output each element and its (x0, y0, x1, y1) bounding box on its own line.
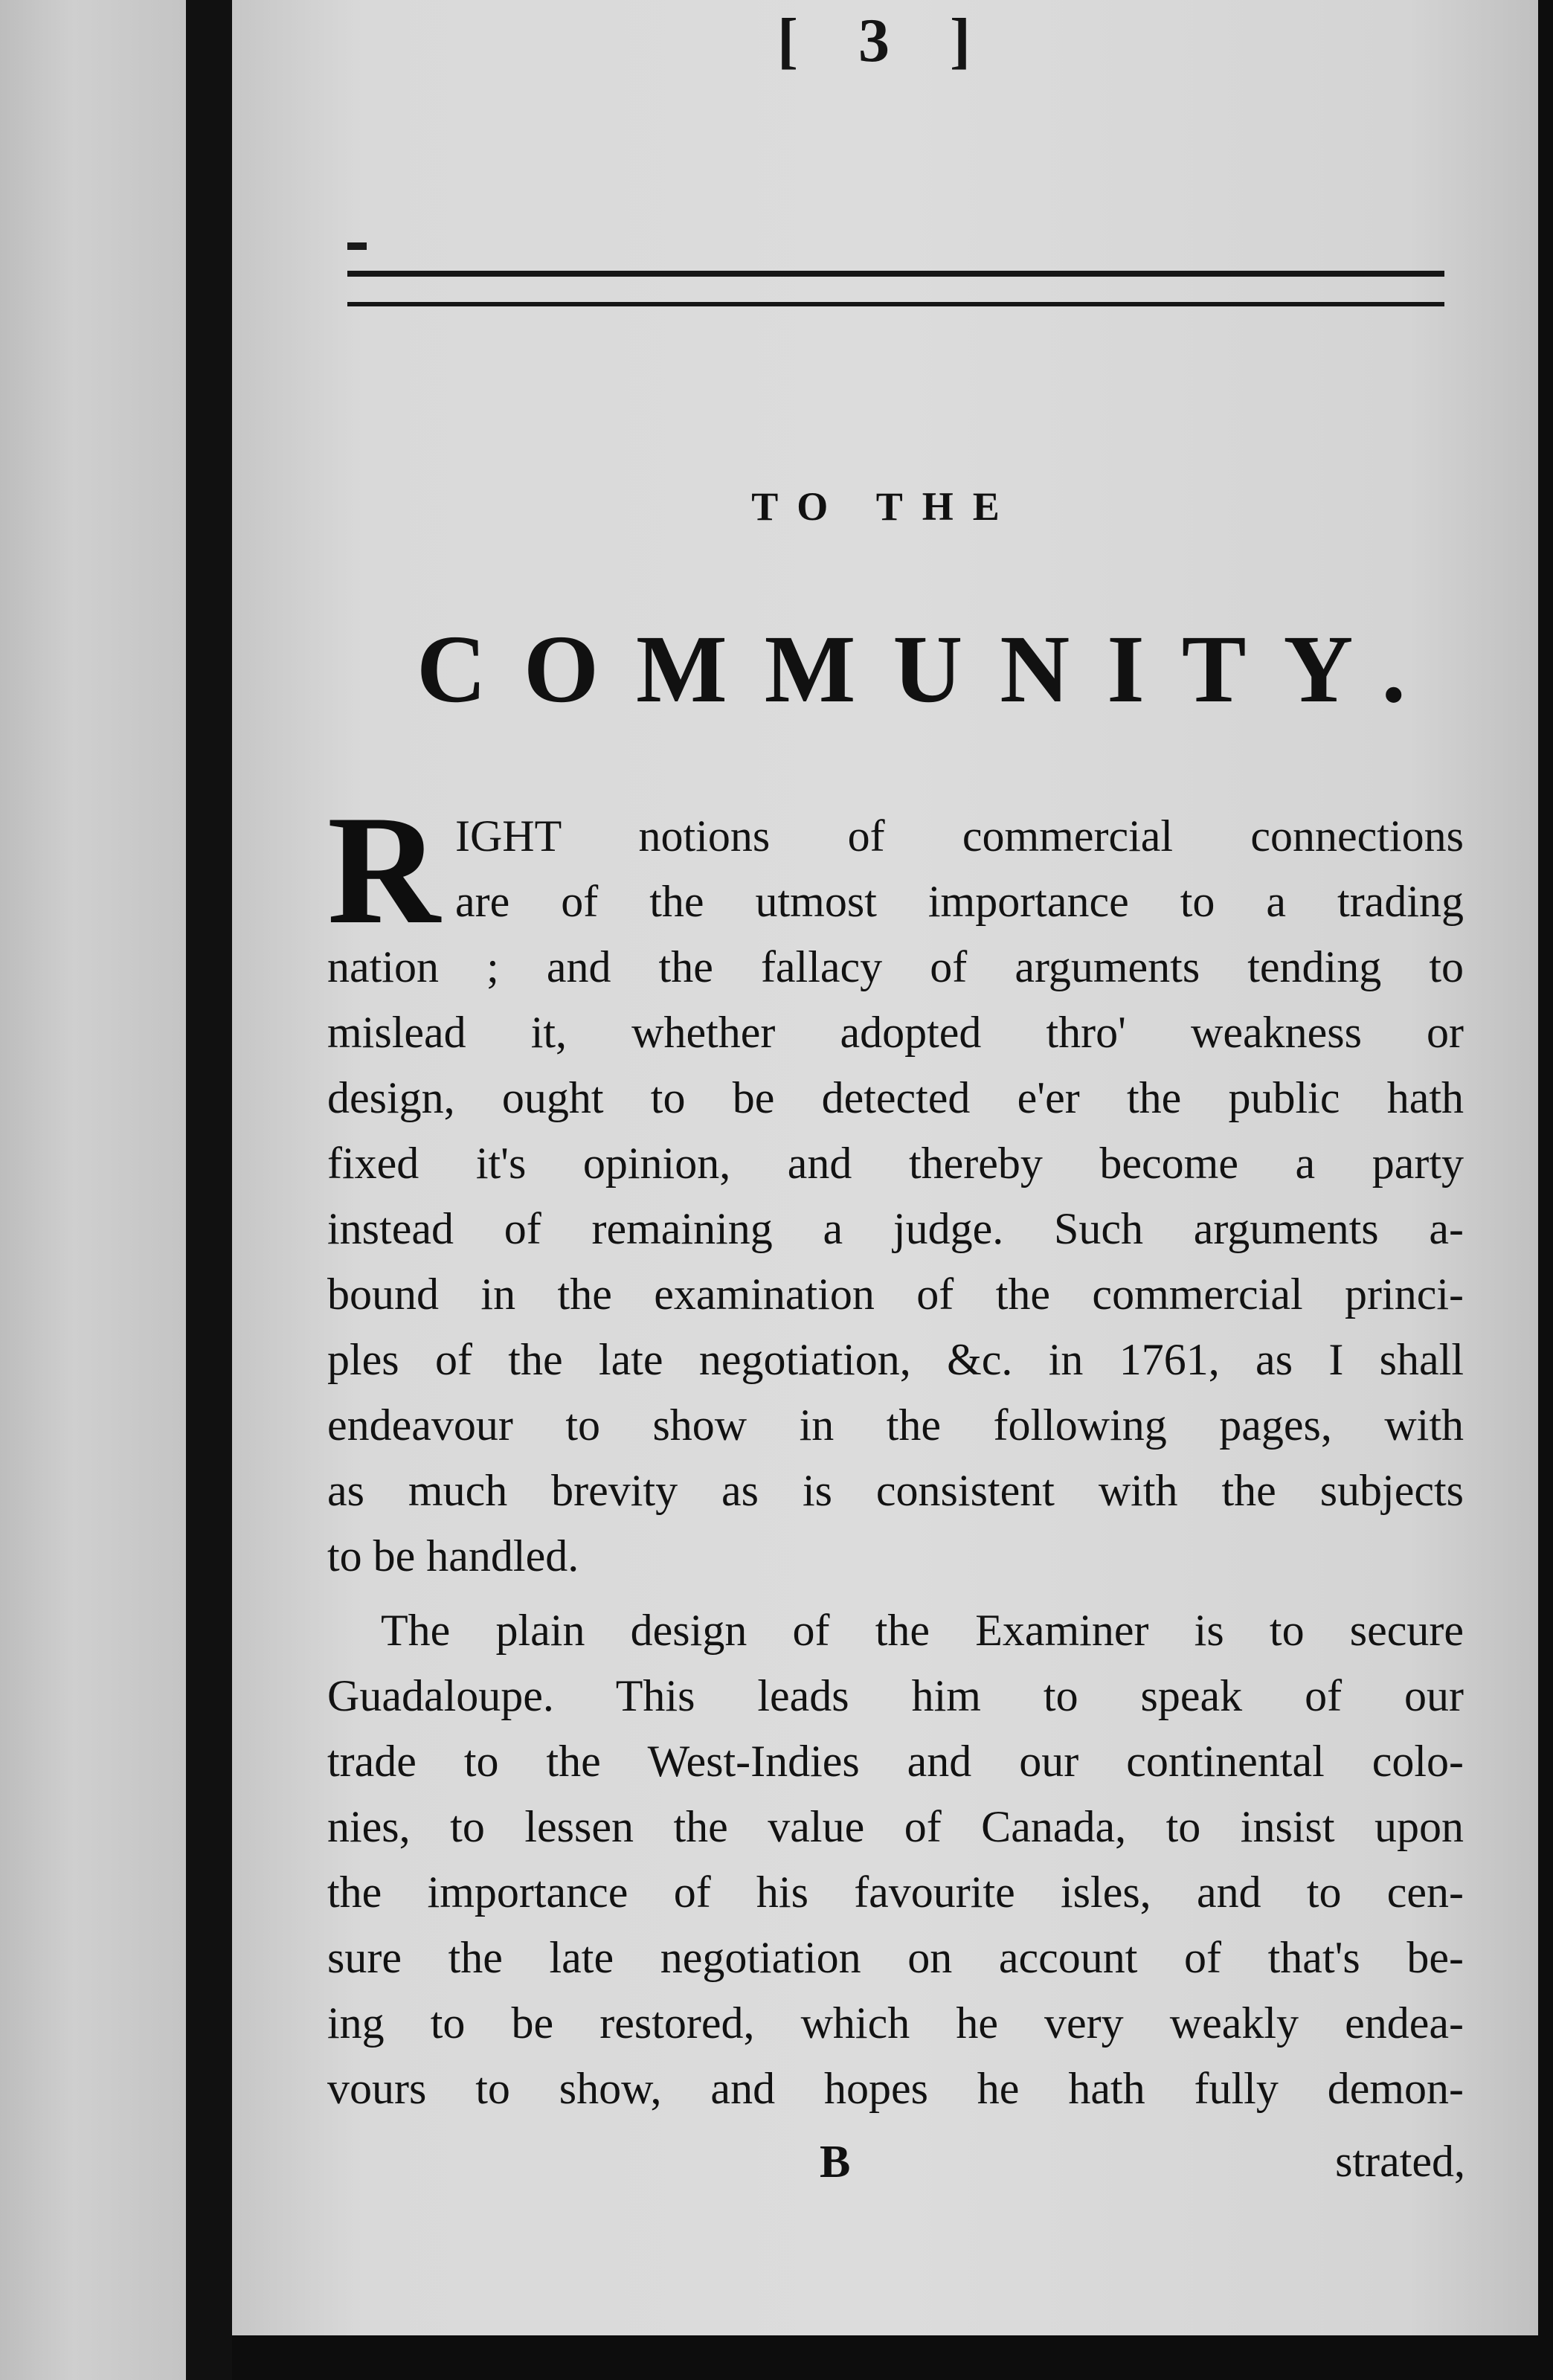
text-line: bound in the examination of the commercial princi- (327, 1270, 1464, 1319)
text-line: to be handled. (327, 1531, 579, 1580)
text-line: are of the utmost importance to a trading (455, 877, 1464, 926)
text-line: nies, to lessen the value of Canada, to insist upon (327, 1802, 1464, 1851)
text-line: Guadaloupe. This leads him to speak of our (327, 1671, 1464, 1720)
text-line: fixed it's opinion, and thereby become a party (327, 1139, 1464, 1188)
drop-cap: R (327, 784, 440, 956)
header-rule-top (347, 271, 1444, 277)
page (232, 0, 1538, 2335)
text-line: ples of the late negotiation, &c. in 1761, as I shall (327, 1335, 1464, 1384)
facing-page-edge (0, 0, 186, 2380)
ornament-dash (347, 242, 367, 250)
text-line: the importance of his favourite isles, and to cen- (327, 1868, 1464, 1917)
page-number: [ 3 ] (777, 6, 993, 75)
heading-community: COMMUNITY. (417, 616, 1443, 723)
text-line: nation ; and the fallacy of arguments tending to (327, 942, 1464, 991)
text-line: vours to show, and hopes he hath fully demon- (327, 2064, 1464, 2113)
text-line: ing to be restored, which he very weakly endea- (327, 1998, 1464, 2048)
header-rule-bottom (347, 302, 1444, 306)
text-line: endeavour to show in the following pages, with (327, 1400, 1464, 1450)
signature-mark: B (820, 2137, 851, 2187)
text-line: design, ought to be detected e'er the public hath (327, 1073, 1464, 1122)
paragraph-2 (327, 1598, 1464, 2121)
text-line: sure the late negotiation on account of that's be- (327, 1933, 1464, 1982)
text-line: The plain design of the Examiner is to secure (381, 1606, 1464, 1655)
catchword: strated, (1335, 2137, 1465, 2186)
book-gutter (186, 0, 232, 2380)
text-line: trade to the West-Indies and our continental colo- (327, 1737, 1464, 1786)
text-line: as much brevity as is consistent with the subjects (327, 1466, 1464, 1515)
heading-to-the: TO THE (751, 484, 1019, 529)
paragraph-1 (327, 784, 1464, 1589)
text-line: mislead it, whether adopted thro' weakness or (327, 1008, 1464, 1057)
text-line: instead of remaining a judge. Such arguments a- (327, 1204, 1464, 1253)
text-line: IGHT notions of commercial connections (455, 811, 1464, 861)
